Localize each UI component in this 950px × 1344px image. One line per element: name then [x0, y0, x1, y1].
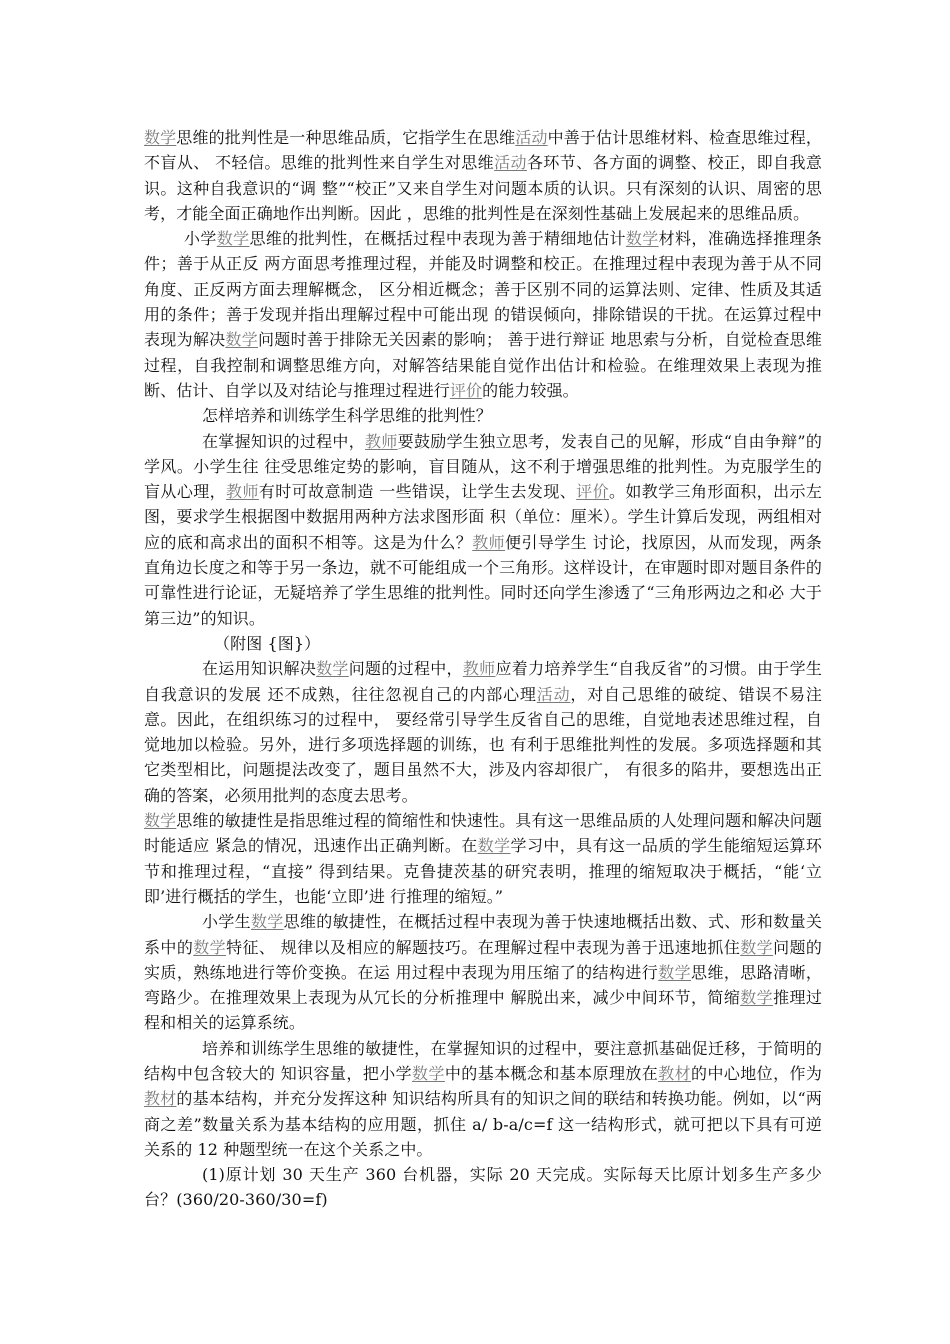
term-link[interactable]: 教材	[658, 1063, 692, 1083]
text-run: 中善于估计思维材料、检查思维过程，不盲从、 不轻信。思维的批判性来自学生对思维	[144, 128, 823, 173]
text-run: 。如教学三角形面积，出示左图，要求学生根据图中数据用两种方法求图形面 积（单位：厘米）。学生计算后发现，两组相对应的底和高求出的面积不相等。这是为什么？	[144, 482, 822, 552]
text-run: 有时可故意制造 一些错误，让学生去发现、	[258, 482, 577, 502]
paragraph	[144, 909, 822, 1035]
paragraph	[144, 808, 822, 909]
term-link[interactable]: 数学	[625, 229, 659, 249]
term-link[interactable]: 评价	[576, 482, 609, 502]
text-run: 的基本结构，并充分发挥这种 知识结构所具有的知识之间的联结和转换功能。例如，以“两商之差”数量关系为基本结构的应用题，抓住 a/ b-a/c=f 这一结构形式，就可把以下具有可逆关系的 12 种题型统一在这个关系之中。	[144, 1089, 822, 1159]
text-run: ，对自己思维的破绽、错误不易注意。因此，在组织练习的过程中， 要经常引导学生反省自己的思维，自觉地表述思维过程，自觉地加以检验。另外，进行多项选择题的训练，也 有利于思维批判性的发展。多项选择题和其它类型相比，问题提法改变了，题目虽然不大，涉及内容却很广， 有很多的陷井，要想选出正确的答案，必须用批判的态度去思考。	[144, 684, 822, 805]
term-link[interactable]: 数学	[144, 128, 177, 147]
text-run: 怎样培养和训练学生科学思维的批判性？	[202, 406, 492, 426]
text-run: 思维的批判性是一种思维品质，它指学生在思维	[176, 128, 516, 147]
text-run: 思维，思路清晰，弯路少。在推理效果上表现为从冗长的分析推理中 解脱出来，减少中间环节，简缩	[144, 962, 822, 1008]
term-link[interactable]: 数学	[144, 811, 177, 831]
text-run: (1)原计划 30 天生产 360 台机器，实际 20 天完成。实际每天比原计划多生产多少台？(360/20-360/30=f)	[144, 1165, 822, 1210]
text-run: 要鼓励学生独立思考，发表自己的见解，形成“自由争辩”的学风。小学生往 往受思维定势的影响，盲目随从，这不利于增强思维的批判性。为克服学生的盲从心理，	[144, 431, 822, 502]
text-run: （附图 {图}）	[214, 633, 321, 653]
term-link[interactable]: 教师	[472, 532, 506, 552]
term-link[interactable]: 数学	[193, 937, 227, 957]
section-heading	[144, 403, 822, 428]
text-run: 思维的敏捷性，在概括过程中表现为善于快速地概括出数、式、形和数量关系中的	[144, 912, 822, 957]
text-run: 小学生	[202, 912, 251, 932]
text-run: 小学	[184, 229, 217, 249]
term-link[interactable]: 数学	[316, 659, 349, 679]
document-page	[144, 125, 822, 1213]
term-link[interactable]: 评价	[449, 380, 483, 400]
term-link[interactable]: 数学	[740, 988, 774, 1008]
paragraph	[144, 1162, 822, 1213]
text-run: 在运用知识解决	[202, 659, 317, 679]
paragraph	[144, 1036, 822, 1162]
term-link[interactable]: 活动	[536, 684, 571, 704]
text-run: 应着力培养学生“自我反省”的习惯。由于学生自我意识的发展 还不成熟，往往忽视自己的内部心理	[144, 659, 822, 704]
paragraph	[144, 226, 822, 403]
text-run: 思维的敏捷性是指思维过程的简缩性和快速性。具有这一思维品质的人处理问题和解决问题时能适应 紧急的情况，迅速作出正确判断。在	[144, 811, 822, 856]
text-run: 在掌握知识的过程中，	[202, 431, 366, 451]
text-run: 材料，准确选择推理条件；善于从正反 两方面思考推理过程，并能及时调整和校正。在推理过程中表现为善于从不同角度、正反两方面去理解概念， 区分相近概念；善于区别不同的运算法则、定律、性质及其适用的条件；善于发现并指出理解过程中可能出现 的错误倾向，排除错误的干扰。在运算过程中表现为解决	[144, 229, 822, 350]
text-run: 问题时善于排除无关因素的影响； 善于进行辩证 地思索与分析，自觉检查思维过程，自我控制和调整思维方向，对解答结果能自觉作出估计和检验。在维理效果上表现为推断、估计、自学以及对结论与推理过程进行	[144, 330, 822, 400]
term-link[interactable]: 数学	[216, 229, 250, 249]
term-link[interactable]: 数学	[740, 937, 774, 957]
term-link[interactable]: 教师	[365, 431, 398, 451]
paragraph	[144, 656, 822, 808]
text-run: 特征、 规律以及相应的解题技巧。在理解过程中表现为善于迅速地抓住	[226, 937, 741, 957]
term-link[interactable]: 教师	[462, 659, 496, 679]
term-link[interactable]: 数学	[412, 1063, 445, 1083]
term-link[interactable]: 活动	[515, 128, 548, 147]
text-run: 便引导学生 讨论，找原因，从而发现，两条直角边长度之和等于另一条边，就不可能组成一个三角形。这样设计，在审题时即对题目条件的可靠性进行论证，无疑培养了学生思维的批判性。同时还向学生渗透了“三角形两边之和必 大于第三边”的知识。	[144, 532, 822, 628]
paragraph	[144, 125, 822, 226]
text-run: 中的基本概念和基本原理放在	[444, 1063, 659, 1083]
term-link[interactable]: 数学	[250, 912, 284, 932]
text-run: 培养和训练学生思维的敏捷性，在掌握知识的过程中，要注意抓基础促迁移，于简明的结构中包含较大的 知识容量，把小学	[144, 1038, 822, 1083]
figure-caption	[144, 631, 822, 656]
text-run: 的中心地位，作为	[691, 1063, 822, 1083]
text-run: 问题的过程中，	[348, 659, 463, 679]
text-run: 思维的批判性，在概括过程中表现为善于精细地估计	[249, 229, 626, 249]
term-link[interactable]: 教材	[144, 1089, 177, 1109]
text-run: 问题的实质，熟练地进行等价变换。在运 用过程中表现为用压缩了的结构进行	[144, 937, 822, 982]
text-run: 各环节、各方面的调整、校正，即自我意识。这种自我意识的“调 整”“校正”又来自学生对问题本质的认识。只有深刻的认识、周密的思考，才能全面正确地作出判断。因此 ，思维的批判性是在深刻性基础上发展起来的思维品质。	[144, 153, 822, 223]
term-link[interactable]: 数学	[225, 330, 258, 350]
paragraph	[144, 429, 822, 631]
term-link[interactable]: 教师	[226, 482, 259, 502]
term-link[interactable]: 数学	[658, 962, 692, 982]
text-run: 学习中，具有这一品质的学生能缩短运算环节和推理过程，“直接” 得到结果。克鲁捷茨基的研究表明，推理的缩短取决于概括，“能‘立即’进行概括的学生，也能‘立即’进 行推理的缩短。”	[144, 836, 823, 906]
text-run: 的能力较强。	[482, 380, 579, 400]
text-run: 推理过程和相关的运算系统。	[144, 988, 822, 1033]
term-link[interactable]: 活动	[494, 153, 527, 173]
term-link[interactable]: 数学	[477, 836, 511, 856]
